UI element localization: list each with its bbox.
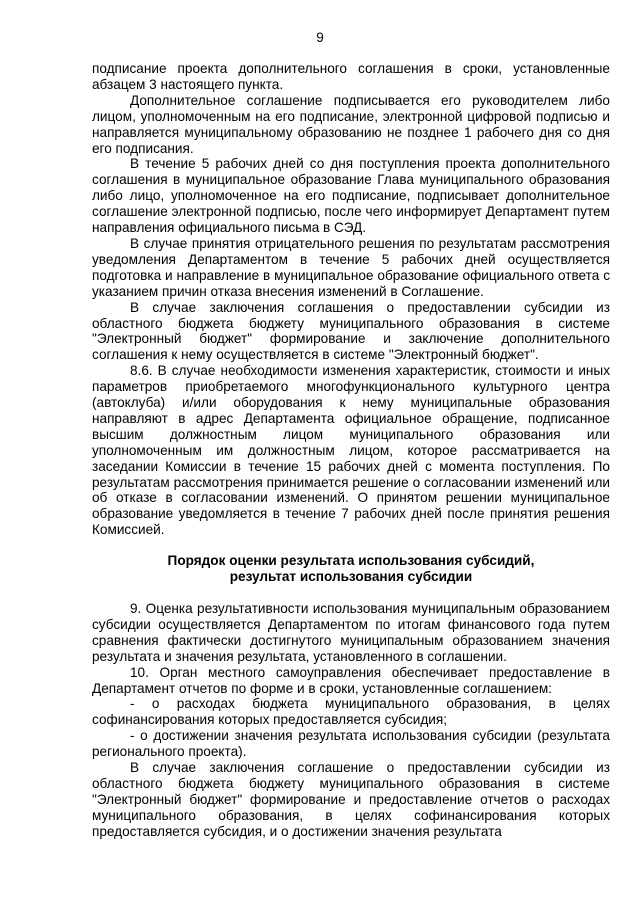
paragraph-signing: Дополнительное соглашение подписывается его руководителем либо лицом, уполномоченным на его подписание, электронной цифровой подписью и направляется муниципальному образованию не позднее 1 рабочего дня со дня его подписания.: [92, 92, 610, 156]
section-heading: [92, 538, 610, 601]
section-heading-line-2: результат использования субсидии: [229, 569, 473, 585]
paragraph-9: 9. Оценка результативности использования муниципальным образованием субсидии осуществляется Департаментом по итогам финансового года путем сравнения фактически достигнутого муниципальным образованием значения результата и значения результата, установленного в соглашении.: [92, 601, 610, 664]
paragraph-reports-electronic-budget: В случае заключения соглашение о предоставлении субсидии из областного бюджета бюджету муниципального образования в системе "Электронный бюджет" формирование и предоставление отчетов о расходах муниципального образования, в целях софинансирования которых предоставляется субсидия, и о достижении значения результата: [92, 760, 610, 839]
page-number: 9: [316, 30, 324, 45]
paragraph-10: 10. Орган местного самоуправления обеспечивает предоставление в Департамент отчетов по форме и в сроки, установленные соглашением:: [92, 664, 610, 696]
list-item-result: - о достижении значения результата использования субсидии (результата регионального проекта).: [92, 728, 610, 760]
paragraph-electronic-budget: В случае заключения соглашения о предоставлении субсидии из областного бюджета бюджету муниципального образования в системе "Электронный бюджет" формирование и заключение дополнительного соглашения к нему осуществляется в системе "Электронный бюджет".: [92, 299, 610, 363]
document-body: [92, 61, 610, 840]
paragraph-negative-decision: В случае принятия отрицательного решения по результатам рассмотрения уведомления Департаментом в течение 5 рабочих дней осуществляется подготовка и направление в муниципальное образование официального ответа с указанием причин отказа внесения изменений в Соглашение.: [92, 235, 610, 299]
paragraph-continuation: подписание проекта дополнительного соглашения в сроки, установленные абзацем 3 настоящего пункта.: [92, 61, 610, 92]
section-heading-line-1: Порядок оценки результата использования субсидий,: [167, 553, 535, 569]
paragraph-five-days: В течение 5 рабочих дней со дня поступления проекта дополнительного соглашения в муниципальное образование Глава муниципального образования либо лицо, уполномоченное на его подписание, подписывает дополнительное соглашение электронной подписью, после чего информирует Департамент путем направления официального письма в СЭД.: [92, 156, 610, 236]
paragraph-8-6: 8.6. В случае необходимости изменения характеристик, стоимости и иных параметров приобретаемого многофункционального культурного центра (автоклуба) и/или оборудования к нему муниципальные образования направляют в адрес Департамента официальное обращение, подписанное высшим должностным лицом муниципального образования или уполномоченным им должностным лицом, которое рассматривается на заседании Комиссии в течение 15 рабочих дней с момента поступления. По результатам рассмотрения принимается решение о согласовании изменений или об отказе в согласовании изменений. О принятом решении муниципальное образование уведомляется в течение 7 рабочих дней после принятия решения Комиссией.: [92, 363, 610, 538]
list-item-expenses: - о расходах бюджета муниципального образования, в целях софинансирования которых предоставляется субсидия;: [92, 696, 610, 728]
